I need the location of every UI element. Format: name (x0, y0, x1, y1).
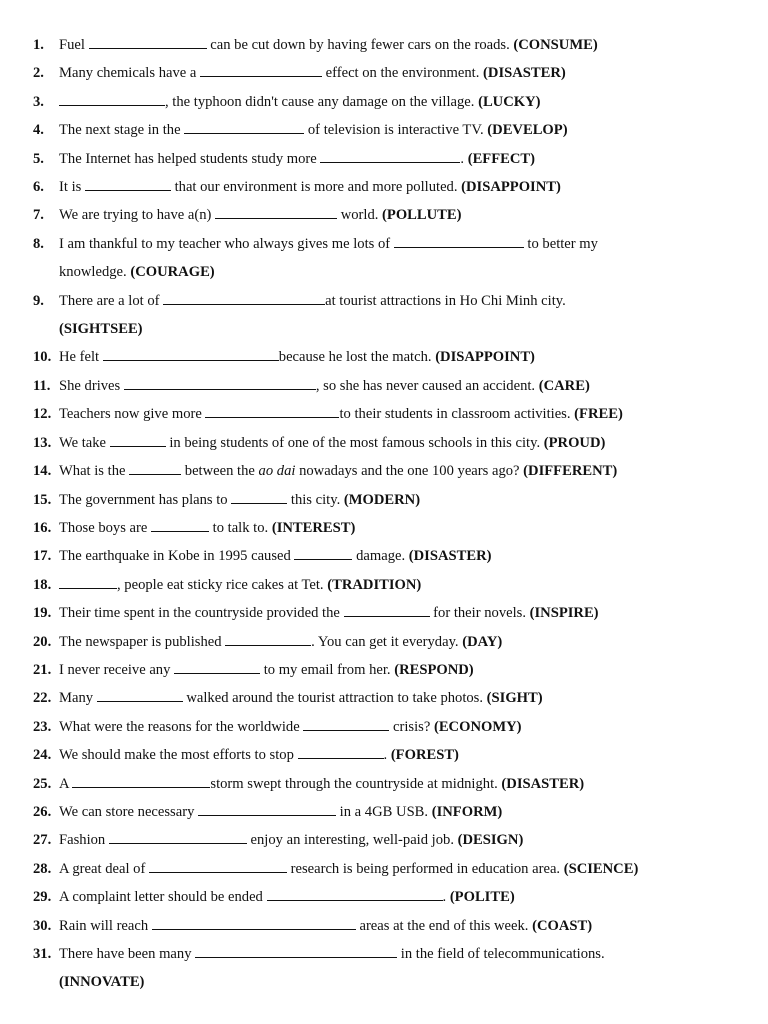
sentence-text (0, 349, 535, 365)
sentence-fragment: . (442, 889, 450, 906)
base-word: (CONSUME) (513, 37, 598, 53)
base-word: (DIFFERENT) (523, 463, 618, 480)
answer-blank[interactable] (151, 519, 209, 532)
item-number: 25. (33, 775, 52, 792)
answer-blank[interactable] (303, 718, 389, 731)
base-word: (COURAGE) (130, 264, 215, 281)
sentence-text (0, 435, 605, 451)
sentence-fragment: nowadays and the one 100 years ago? (295, 463, 524, 480)
sentence-fragment: this city. (287, 491, 344, 508)
exercise-item (0, 628, 768, 656)
sentence-fragment: world. (337, 207, 383, 224)
base-word: (DISASTER) (408, 548, 492, 565)
answer-blank[interactable] (231, 491, 287, 504)
sentence-fragment: A (59, 775, 73, 792)
sentence-text (0, 293, 566, 309)
sentence-text (0, 492, 420, 508)
answer-blank[interactable] (174, 661, 260, 674)
item-number: 24. (33, 747, 52, 764)
sentence-text (0, 690, 543, 706)
sentence-fragment: The government has plans to (59, 491, 232, 508)
answer-blank[interactable] (149, 860, 287, 873)
exercise-item (0, 514, 768, 542)
sentence-text (0, 264, 215, 280)
item-number: 7. (33, 207, 44, 224)
item-number: 16. (33, 519, 52, 536)
base-word: (DAY) (462, 633, 503, 650)
exercise-item (0, 400, 768, 428)
sentence-text (0, 946, 605, 962)
sentence-fragment: The earthquake in Kobe in 1995 caused (59, 548, 295, 565)
item-number: 8. (33, 235, 44, 252)
item-number: 2. (33, 65, 44, 82)
item-number: 13. (33, 434, 52, 451)
exercise-item (0, 542, 768, 570)
answer-blank[interactable] (59, 93, 165, 106)
base-word: (DISASTER) (483, 65, 566, 82)
exercise-item (0, 486, 768, 514)
answer-blank[interactable] (129, 462, 181, 475)
base-word: (INTEREST) (271, 519, 356, 536)
item-number: 15. (33, 491, 52, 508)
sentence-text (0, 974, 144, 990)
sentence-fragment: Fuel (59, 37, 89, 53)
sentence-fragment: , people eat sticky rice cakes at Tet. (117, 576, 328, 593)
sentence-fragment: Many chemicals have a (59, 65, 201, 82)
exercise-item (0, 741, 768, 769)
answer-blank[interactable] (184, 121, 304, 134)
base-word: (TRADITION) (327, 576, 422, 593)
base-word: (FREE) (574, 406, 623, 423)
sentence-text (0, 122, 568, 138)
base-word: (POLITE) (449, 889, 515, 906)
sentence-fragment: We take (59, 434, 110, 451)
answer-blank[interactable] (344, 604, 430, 617)
sentence-text (0, 37, 598, 53)
item-number: 23. (33, 718, 52, 735)
exercise-item (0, 31, 768, 59)
sentence-fragment: to better my (523, 235, 598, 252)
sentence-fragment: at tourist attractions in Ho Chi Minh city. (325, 292, 566, 309)
base-word: (INNOVATE) (59, 974, 145, 991)
answer-blank[interactable] (215, 206, 337, 219)
item-number: 20. (33, 633, 52, 650)
item-number: 29. (33, 889, 52, 906)
answer-blank[interactable] (267, 888, 443, 901)
base-word: (DISAPPOINT) (461, 179, 561, 196)
answer-blank[interactable] (198, 803, 336, 816)
sentence-fragment: I never receive any (59, 661, 175, 678)
sentence-text (0, 520, 355, 536)
sentence-fragment: I am thankful to my teacher who always gives me lots of (59, 235, 394, 252)
base-word: (INSPIRE) (529, 605, 599, 622)
exercise-item (0, 912, 768, 940)
sentence-fragment: We can store necessary (59, 803, 199, 820)
sentence-fragment: research is being performed in education area. (286, 860, 564, 877)
sentence-fragment: that our environment is more and more polluted. (170, 179, 462, 196)
sentence-text (0, 406, 623, 422)
sentence-text (0, 719, 522, 735)
answer-blank[interactable] (298, 746, 384, 759)
exercise-item (0, 59, 768, 87)
base-word: (DISAPPOINT) (435, 349, 535, 366)
sentence-text (0, 918, 592, 934)
sentence-fragment: in being students of one of the most famous schools in this city. (165, 434, 544, 451)
sentence-fragment: He felt (59, 349, 103, 366)
sentence-text (0, 861, 638, 877)
base-word: (COAST) (532, 917, 593, 934)
exercise-item (0, 88, 768, 116)
sentence-fragment: . (383, 747, 391, 764)
answer-blank[interactable] (89, 36, 207, 49)
sentence-fragment: . (460, 150, 468, 167)
exercise-item (0, 883, 768, 911)
sentence-text (0, 662, 474, 678)
answer-blank[interactable] (195, 945, 397, 958)
sentence-fragment: to their students in classroom activities. (339, 406, 575, 423)
exercise-item (0, 656, 768, 684)
sentence-fragment: storm swept through the countryside at midnight. (210, 775, 502, 792)
sentence-fragment: for their novels. (429, 605, 530, 622)
sentence-fragment: , so she has never caused an accident. (315, 377, 539, 394)
exercise-item (0, 770, 768, 798)
sentence-fragment: Many (59, 690, 97, 707)
sentence-text (0, 548, 492, 564)
exercise-item (0, 713, 768, 741)
sentence-text (0, 378, 590, 394)
exercise-item (0, 116, 768, 144)
sentence-fragment: of television is interactive TV. (304, 122, 488, 139)
answer-blank[interactable] (152, 917, 356, 930)
base-word: (DISASTER) (501, 775, 585, 792)
base-word: (INFORM) (431, 803, 503, 820)
sentence-fragment: What were the reasons for the worldwide (59, 718, 304, 735)
base-word: (MODERN) (343, 491, 421, 508)
sentence-fragment: We should make the most efforts to stop (59, 747, 298, 764)
answer-blank[interactable] (85, 178, 171, 191)
item-number: 31. (33, 946, 52, 962)
exercise-item-continuation (0, 258, 768, 286)
exercise-item-continuation (0, 968, 768, 996)
sentence-fragment: because he lost the match. (278, 349, 436, 366)
sentence-fragment: Their time spent in the countryside provided the (59, 605, 344, 622)
item-number: 3. (33, 93, 44, 110)
item-number: 18. (33, 576, 52, 593)
sentence-fragment: The Internet has helped students study more (59, 150, 321, 167)
base-word: (DESIGN) (457, 832, 524, 849)
sentence-fragment: crisis? (389, 718, 434, 735)
sentence-fragment: The newspaper is published (59, 633, 226, 650)
sentence-text (0, 94, 541, 110)
answer-blank[interactable] (109, 831, 247, 844)
sentence-fragment: Teachers now give more (59, 406, 206, 423)
sentence-fragment: Those boys are (59, 519, 151, 536)
item-number: 14. (33, 463, 52, 480)
exercise-item (0, 372, 768, 400)
sentence-fragment: The next stage in the (59, 122, 185, 139)
item-number: 4. (33, 122, 44, 139)
base-word: (SCIENCE) (563, 860, 639, 877)
sentence-fragment: There have been many (59, 946, 196, 962)
exercise-item (0, 201, 768, 229)
item-number: 21. (33, 661, 52, 678)
sentence-text (0, 236, 598, 252)
sentence-text (0, 605, 599, 621)
base-word: (RESPOND) (394, 661, 474, 678)
exercise-item (0, 173, 768, 201)
base-word: (DEVELOP) (487, 122, 568, 139)
base-word: (SIGHT) (486, 690, 543, 707)
answer-blank[interactable] (124, 377, 316, 390)
exercise-item (0, 571, 768, 599)
sentence-fragment: areas at the end of this week. (355, 917, 533, 934)
item-number: 10. (33, 349, 52, 366)
sentence-fragment: What is the (59, 463, 130, 480)
sentence-fragment: in the field of telecommunications. (397, 946, 605, 962)
sentence-fragment: There are a lot of (59, 292, 164, 309)
sentence-fragment: to my email from her. (260, 661, 395, 678)
answer-blank[interactable] (294, 547, 352, 560)
sentence-fragment: A complaint letter should be ended (59, 889, 267, 906)
item-number: 30. (33, 917, 52, 934)
sentence-text (0, 65, 566, 81)
exercise-item (0, 798, 768, 826)
sentence-text (0, 577, 421, 593)
sentence-fragment: can be cut down by having fewer cars on the roads. (206, 37, 514, 53)
base-word: (FOREST) (390, 747, 459, 764)
answer-blank[interactable] (163, 292, 325, 305)
sentence-text (0, 463, 617, 479)
base-word: (EFFECT) (467, 150, 535, 167)
item-number: 19. (33, 605, 52, 622)
item-number: 26. (33, 803, 52, 820)
exercise-item (0, 826, 768, 854)
answer-blank[interactable] (110, 434, 166, 447)
sentence-fragment: enjoy an interesting, well-paid job. (246, 832, 458, 849)
answer-blank[interactable] (200, 64, 322, 77)
sentence-text (0, 889, 515, 905)
sentence-fragment: damage. (352, 548, 409, 565)
sentence-fragment: . You can get it everyday. (311, 633, 463, 650)
base-word: (CARE) (538, 377, 590, 394)
exercise-item (0, 287, 768, 315)
sentence-text (0, 151, 535, 167)
answer-blank[interactable] (103, 348, 279, 361)
exercise-item (0, 940, 768, 968)
sentence-fragment: A great deal of (59, 860, 149, 877)
item-number: 17. (33, 548, 52, 565)
base-word: (POLLUTE) (382, 207, 462, 224)
sentence-fragment: in a 4GB USB. (336, 803, 432, 820)
sentence-text (0, 776, 584, 792)
exercise-page (0, 31, 768, 997)
item-number: 11. (33, 377, 51, 394)
exercise-item (0, 457, 768, 485)
sentence-text (0, 207, 462, 223)
exercise-item (0, 429, 768, 457)
exercise-item (0, 145, 768, 173)
exercise-item-continuation (0, 315, 768, 343)
sentence-text (0, 321, 143, 337)
answer-blank[interactable] (59, 576, 117, 589)
sentence-fragment: knowledge. (59, 264, 131, 281)
answer-blank[interactable] (394, 235, 524, 248)
base-word: (ECONOMY) (433, 718, 522, 735)
exercise-item (0, 599, 768, 627)
sentence-text (0, 634, 502, 650)
item-number: 6. (33, 179, 44, 196)
sentence-text (0, 832, 523, 848)
item-number: 1. (33, 37, 44, 53)
answer-blank[interactable] (97, 689, 183, 702)
sentence-fragment: She drives (59, 377, 124, 394)
exercise-item (0, 684, 768, 712)
exercise-item (0, 343, 768, 371)
sentence-text (0, 179, 561, 195)
sentence-fragment: effect on the environment. (322, 65, 484, 82)
answer-blank[interactable] (205, 405, 339, 418)
sentence-fragment: walked around the tourist attraction to take photos. (182, 690, 487, 707)
base-word: (PROUD) (543, 434, 606, 451)
sentence-fragment: Fashion (59, 832, 109, 849)
answer-blank[interactable] (72, 775, 210, 788)
sentence-fragment: , the typhoon didn't cause any damage on the village. (165, 93, 479, 110)
base-word: (LUCKY) (478, 93, 541, 110)
base-word: (SIGHTSEE) (59, 321, 143, 338)
answer-blank[interactable] (225, 633, 311, 646)
italic-term: ao dai (258, 463, 296, 480)
item-number: 12. (33, 406, 52, 423)
item-number: 9. (33, 292, 44, 309)
exercise-item (0, 230, 768, 258)
sentence-fragment: Rain will reach (59, 917, 152, 934)
exercise-item (0, 855, 768, 883)
sentence-text (0, 747, 459, 763)
sentence-fragment: to talk to. (209, 519, 272, 536)
sentence-text (0, 804, 502, 820)
sentence-fragment: between the (181, 463, 259, 480)
item-number: 22. (33, 690, 52, 707)
item-number: 27. (33, 832, 52, 849)
answer-blank[interactable] (320, 150, 460, 163)
item-number: 28. (33, 860, 52, 877)
item-number: 5. (33, 150, 44, 167)
sentence-fragment: It is (59, 179, 85, 196)
sentence-fragment: We are trying to have a(n) (59, 207, 216, 224)
